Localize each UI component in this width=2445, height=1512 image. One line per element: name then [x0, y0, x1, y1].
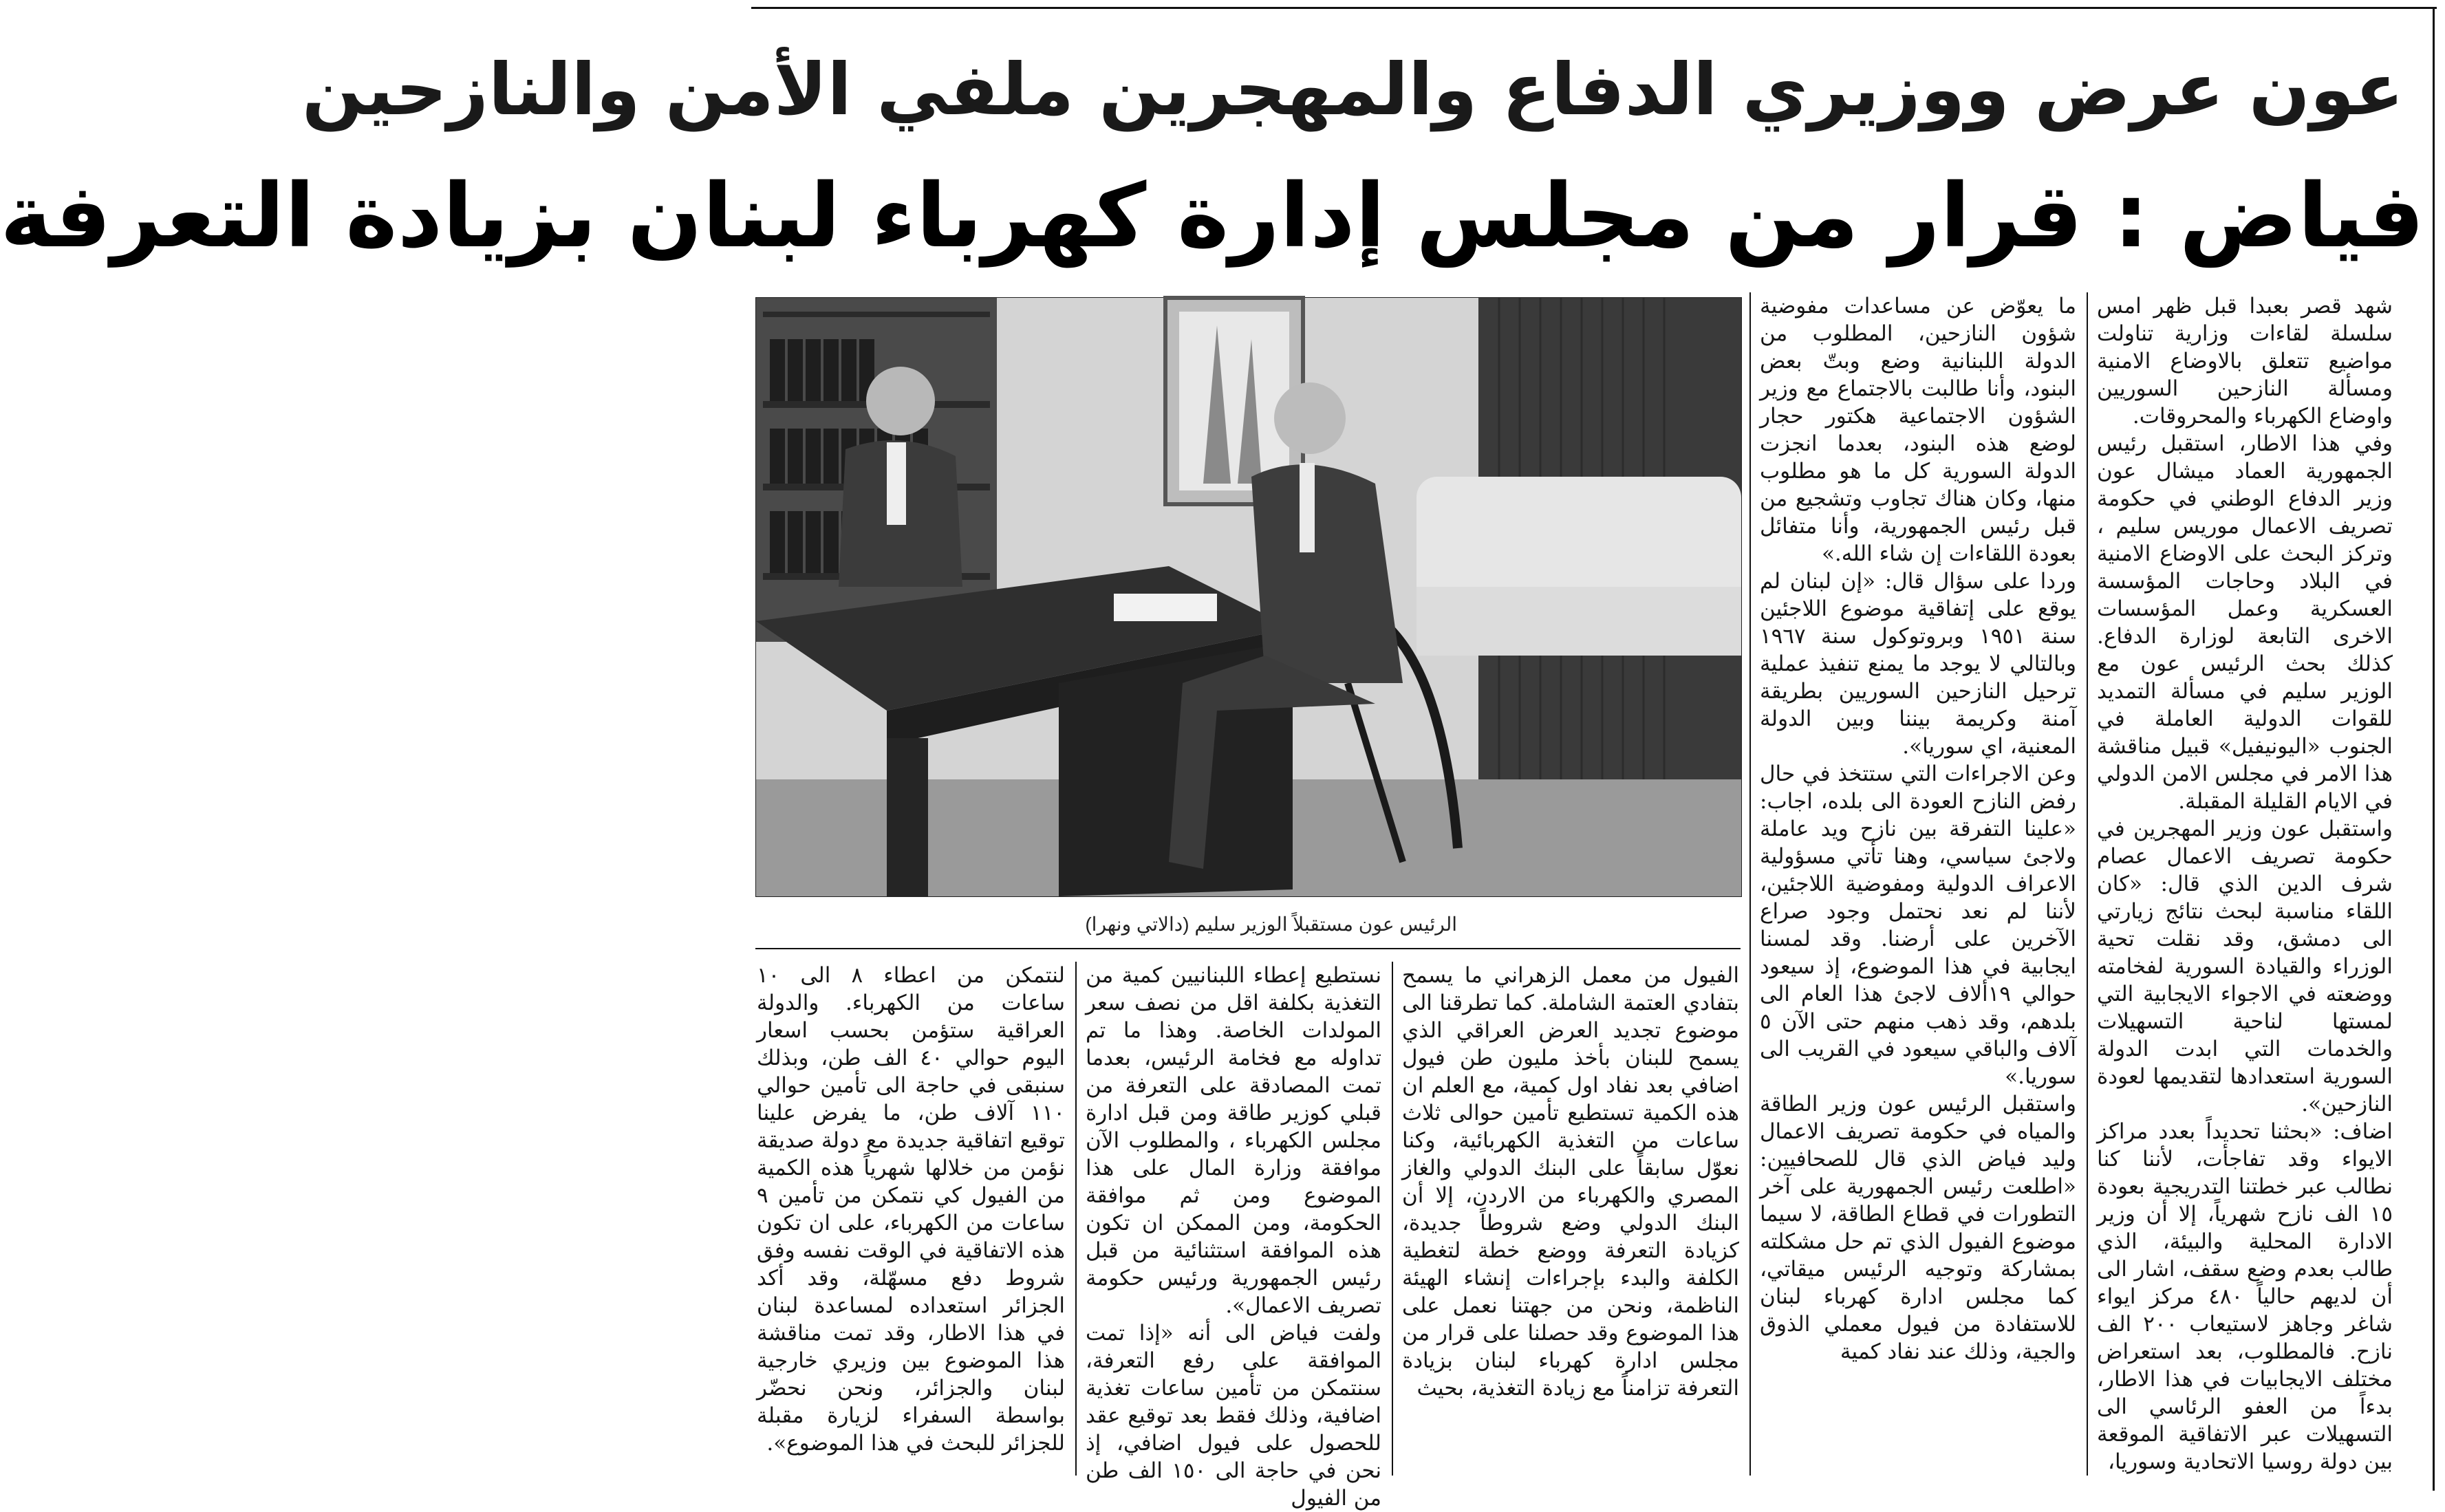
paragraph: الفيول من معمل الزهراني ما يسمح بتفادي العتمة الشاملة. كما تطرقنا الى موضوع تجديد العرض العراقي الذي يسمح للبنان بأخذ مليون طن فيول اضافي بعد نفاد اول كمية، مع العلم ان هذه الكمية تستطيع تأمين حوالى ثلاث ساعات من التغذية الكهربائية، وكنا نعوّل سابقاً على البنك الدولي والغاز المصري والكهرباء من الاردن، إلا أن البنك الدولي وضع شروطاً جديدة، كزيادة التعرفة ووضع خطة لتغطية الكلفة والبدء بإجراءات إنشاء الهيئة الناظمة، ونحن من جهتنا نعمل على هذا الموضوع وقد حصلنا على قرار من مجلس ادارة كهرباء لبنان بزيادة التعرفة تزامناً مع زيادة التغذية، بحيث: [1402, 963, 1739, 1401]
article-column-2: [1760, 292, 2076, 1476]
kicker-headline: عون عرض ووزيري الدفاع والمهجرين ملفي الأمن والنازحين: [302, 47, 2404, 131]
main-headline: فياض : قرار من مجلس إدارة كهرباء لبنان بزيادة التعرفة: [0, 165, 2424, 268]
article-column-3: [1402, 962, 1739, 1476]
column-divider: [2087, 292, 2088, 1476]
top-border: [751, 7, 2437, 9]
photo-caption: الرئيس عون مستقبلاً الوزير سليم (دالاتي ونهرا): [1085, 914, 1457, 935]
paragraph: اضاف: «بحثنا تحديداً بعدد مراكز الايواء وقد تفاجأت، لأننا كنا نطالب عبر خطتنا التدريجية بعودة ١٥ الف نازح شهرياً، إلا أن وزير الادارة المحلية والبيئة، الذي طالب بعدم وضع سقف، اشار الى أن لديهم حالياً ٤٨٠ مركز ايواء شاغر وجاهز لاستيعاب ٢٠٠ الف نازح. فالمطلوب، بعد استعراض مختلف الايجابيات في هذا الاطار، بدءاً من العفو الرئاسي الى التسهيلات عبر الاتفاقية الموقعة بين دولة روسيا الاتحادية وسوريا،: [2097, 1119, 2393, 1474]
paragraph: ما يعوّض عن مساعدات مفوضية شؤون النازحين، المطلوب من الدولة اللبنانية وضع وبتّ بعض البنود، وأنا طالبت بالاجتماع مع وزير الشؤون الاجتماعية هكتور حجار لوضع هذه البنود، بعدما انجزت الدولة السورية كل ما هو مطلوب منها، وكان هناك تجاوب وتشجيع من قبل رئيس الجمهورية، وأنا متفائل بعودة اللقاءات إن شاء الله.»: [1760, 294, 2076, 566]
paragraph: نستطيع إعطاء اللبنانيين كمية من التغذية بكلفة اقل من نصف سعر المولدات الخاصة. وهذا ما تم تداوله مع فخامة الرئيس، بعدما تمت المصادقة على التعرفة من قبلي كوزير طاقة ومن قبل ادارة مجلس الكهرباء ، والمطلوب الآن موافقة وزارة المال على هذا الموضوع ومن ثم موافقة الحكومة، ومن الممكن ان تكون هذه الموافقة استثنائية من قبل رئيس الجمهورية ورئيس حكومة تصريف الاعمال».: [1086, 963, 1381, 1318]
paragraph: وردا على سؤال قال: «إن لبنان لم يوقع على إتفاقية موضوع اللاجئين سنة ١٩٥١ وبروتوكول سنة ١٩٦٧ وبالتالي لا يوجد ما يمنع تنفيذ عملية ترحيل النازحين السوريين بطريقة آمنة وكريمة بيننا وبين الدولة المعنية، اي سوريا».: [1760, 569, 2076, 759]
sofa-icon: [1417, 477, 1741, 656]
article-column-5: [757, 962, 1065, 1476]
photo-illustration: [756, 298, 1741, 896]
paragraph: واستقبل الرئيس عون وزير الطاقة والمياه في حكومة تصريف الاعمال وليد فياض الذي قال للصحافيين: «اطلعت رئيس الجمهورية على آخر التطورات في قطاع الطاقة، لا سيما موضوع الفيول الذي تم حل مشكلته بمشاركة وتوجيه الرئيس ميقاتي، كما مجلس ادارة كهرباء لبنان للاستفادة من فيول معملي الذوق والجية، وذلك عند نفاد كمية: [1760, 1092, 2076, 1364]
paragraph: واستقبل عون وزير المهجرين في حكومة تصريف الاعمال عصام شرف الدين الذي قال: «كان اللقاء مناسبة لبحث نتائج زيارتي الى دمشق، وقد نقلت تحية الوزراء والقيادة السورية لفخامته ووضعته في الاجواء الايجابية التي لمستها لناحية التسهيلات والخدمات التي ابدت الدولة السورية استعدادها لتقديمها لعودة النازحين».: [2097, 817, 2393, 1116]
column-divider: [1392, 962, 1393, 1476]
paragraph: ولفت فياض الى أنه «إذا تمت الموافقة على رفع التعرفة، سنتمكن من تأمين ساعات تغذية اضافية، وذلك فقط بعد توقيع عقد للحصول على فيول اضافي، إذ نحن في حاجة الى ١٥٠ الف طن من الفيول: [1086, 1321, 1381, 1511]
news-photo: [755, 297, 1742, 897]
right-border: [2433, 7, 2435, 1491]
paragraph: وفي هذا الاطار، استقبل رئيس الجمهورية العماد ميشال عون وزير الدفاع الوطني في حكومة تصريف الاعمال موريس سليم ، وتركز البحث على الاوضاع الامنية في البلاد وحاجات المؤسسة العسكرية وعمل المؤسسات الاخرى التابعة لوزارة الدفاع. كذلك بحث الرئيس عون مع الوزير سليم في مسألة التمديد للقوات الدولية العاملة في الجنوب «اليونيفيل» قبيل مناقشة هذا الامر في مجلس الامن الدولي في الايام القليلة المقبلة.: [2097, 431, 2393, 814]
paragraph: وعن الاجراءات التي ستتخذ في حال رفض النازح العودة الى بلده، اجاب: «علينا التفرقة بين نازح ويد عاملة ولاجئ سياسي، وهنا تأتي مسؤولية الاعراف الدولية ومفوضية اللاجئين، لأننا لم نعد نحتمل وجود صراع الآخرين على أرضنا. وقد لمسنا ايجابية في هذا الموضوع، إذ سيعود حوالي ١٩ألاف لاجئ هذا العام الى بلدهم، وقد ذهب منهم حتى الآن ٥ آلاف والباقي سيعود في القريب الى سوريا.»: [1760, 762, 2076, 1089]
article-column-4: [1086, 962, 1381, 1511]
article-column-1: [2097, 292, 2393, 1476]
paragraph: لنتمكن من اعطاء ٨ الى ١٠ ساعات من الكهرباء. والدولة العراقية ستؤمن بحسب اسعار اليوم حوالي ٤٠ الف طن، وبذلك سنبقى في حاجة الى تأمين حوالي ١١٠ آلاف طن، ما يفرض علينا توقيع اتفاقية جديدة مع دولة صديقة نؤمن من خلالها شهرياً هذه الكمية من الفيول كي نتمكن من تأمين ٩ ساعات من الكهرباء، على ان تكون هذه الاتفاقية في الوقت نفسه وفق شروط دفع مسهّلة، وقد أكد الجزائر استعداده لمساعدة لبنان في هذا الاطار، وقد تمت مناقشة هذا الموضوع بين وزيري خارجية لبنان والجزائر، ونحن نحضّر بواسطة السفراء لزيارة مقبلة للجزائر للبحث في هذا الموضوع».: [757, 963, 1065, 1456]
paragraph: شهد قصر بعبدا قبل ظهر امس سلسلة لقاءات وزارية تناولت مواضيع تتعلق بالاوضاع الامنية ومسألة النازحين السوريين واوضاع الكهرباء والمحروقات.: [2097, 294, 2393, 429]
column-divider: [1075, 962, 1077, 1476]
caption-divider: [755, 948, 1741, 949]
column-divider: [1749, 292, 1751, 1476]
